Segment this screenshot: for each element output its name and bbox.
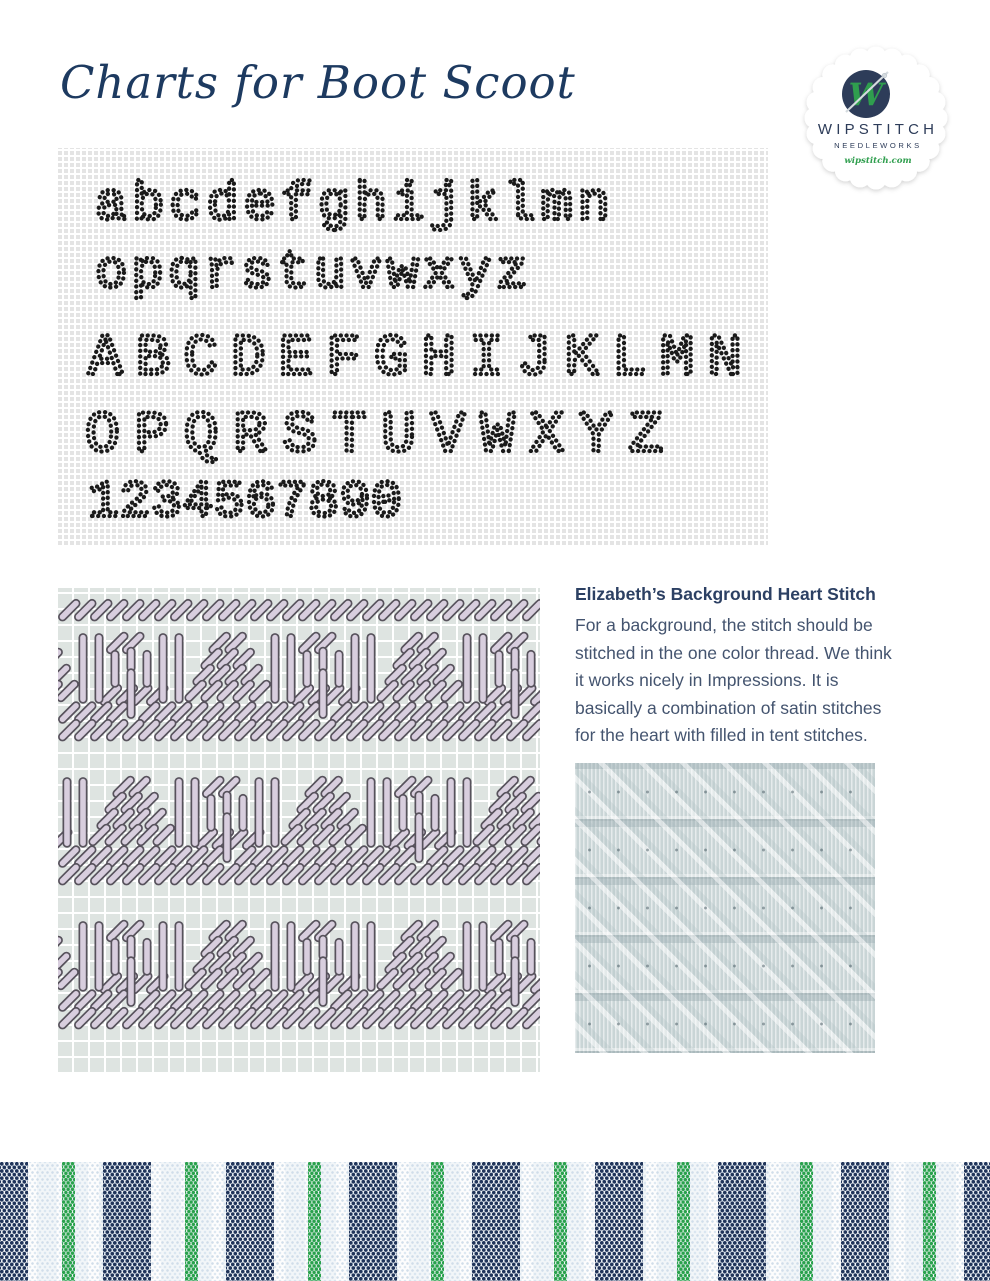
heart-stitch-pattern (58, 603, 540, 1025)
green-stripe (185, 1162, 198, 1281)
navy-stripe (964, 1162, 990, 1281)
green-stripe (923, 1162, 936, 1281)
navy-stripe (0, 1162, 28, 1281)
green-stripe (308, 1162, 321, 1281)
stitch-photo (575, 763, 875, 1053)
logo-brand-text: WIPSTITCH (817, 121, 939, 138)
navy-stripe (718, 1162, 766, 1281)
scalloped-circle (805, 47, 948, 190)
alphabet-chart (58, 148, 768, 545)
heart-stitch-body: For a background, the stitch should be stitched in the one color thread. We think it works nicely in Impressions. It is basically a combination of satin stitches for the heart with filled in tent stitches. (575, 615, 892, 745)
alphabet-row: 1234567890 (88, 473, 402, 532)
logo-url-text: wipstitch.com (844, 156, 912, 166)
page-title: Charts for Boot Scoot (60, 56, 576, 109)
green-stripe (554, 1162, 567, 1281)
navy-stripe (103, 1162, 151, 1281)
navy-stripe (226, 1162, 274, 1281)
alphabet-row: opqrstuvwxyz (95, 243, 528, 304)
navy-stripe (595, 1162, 643, 1281)
navy-stripe (841, 1162, 889, 1281)
wipstitch-badge-icon (800, 42, 956, 198)
logo-sub-text: NEEDLEWORKS (834, 141, 922, 150)
logo-monogram: W (848, 77, 884, 113)
green-stripe (677, 1162, 690, 1281)
green-stripe (431, 1162, 444, 1281)
brand-logo (800, 42, 956, 198)
green-stripe (62, 1162, 75, 1281)
navy-stripe (349, 1162, 397, 1281)
heart-stitch-info (575, 582, 905, 750)
fabric-border (0, 1162, 990, 1281)
heart-stitch-heading: Elizabeth’s Background Heart Stitch (575, 584, 876, 604)
heart-stitch-chart (58, 588, 540, 1072)
alphabet-row: ABCDEFGHIJKLMN (88, 327, 742, 392)
alphabet-row: OPQRSTUVWXYZ (85, 404, 663, 469)
alphabet-row: abcdefghijklmn (95, 175, 610, 236)
navy-stripe (472, 1162, 520, 1281)
green-stripe (800, 1162, 813, 1281)
